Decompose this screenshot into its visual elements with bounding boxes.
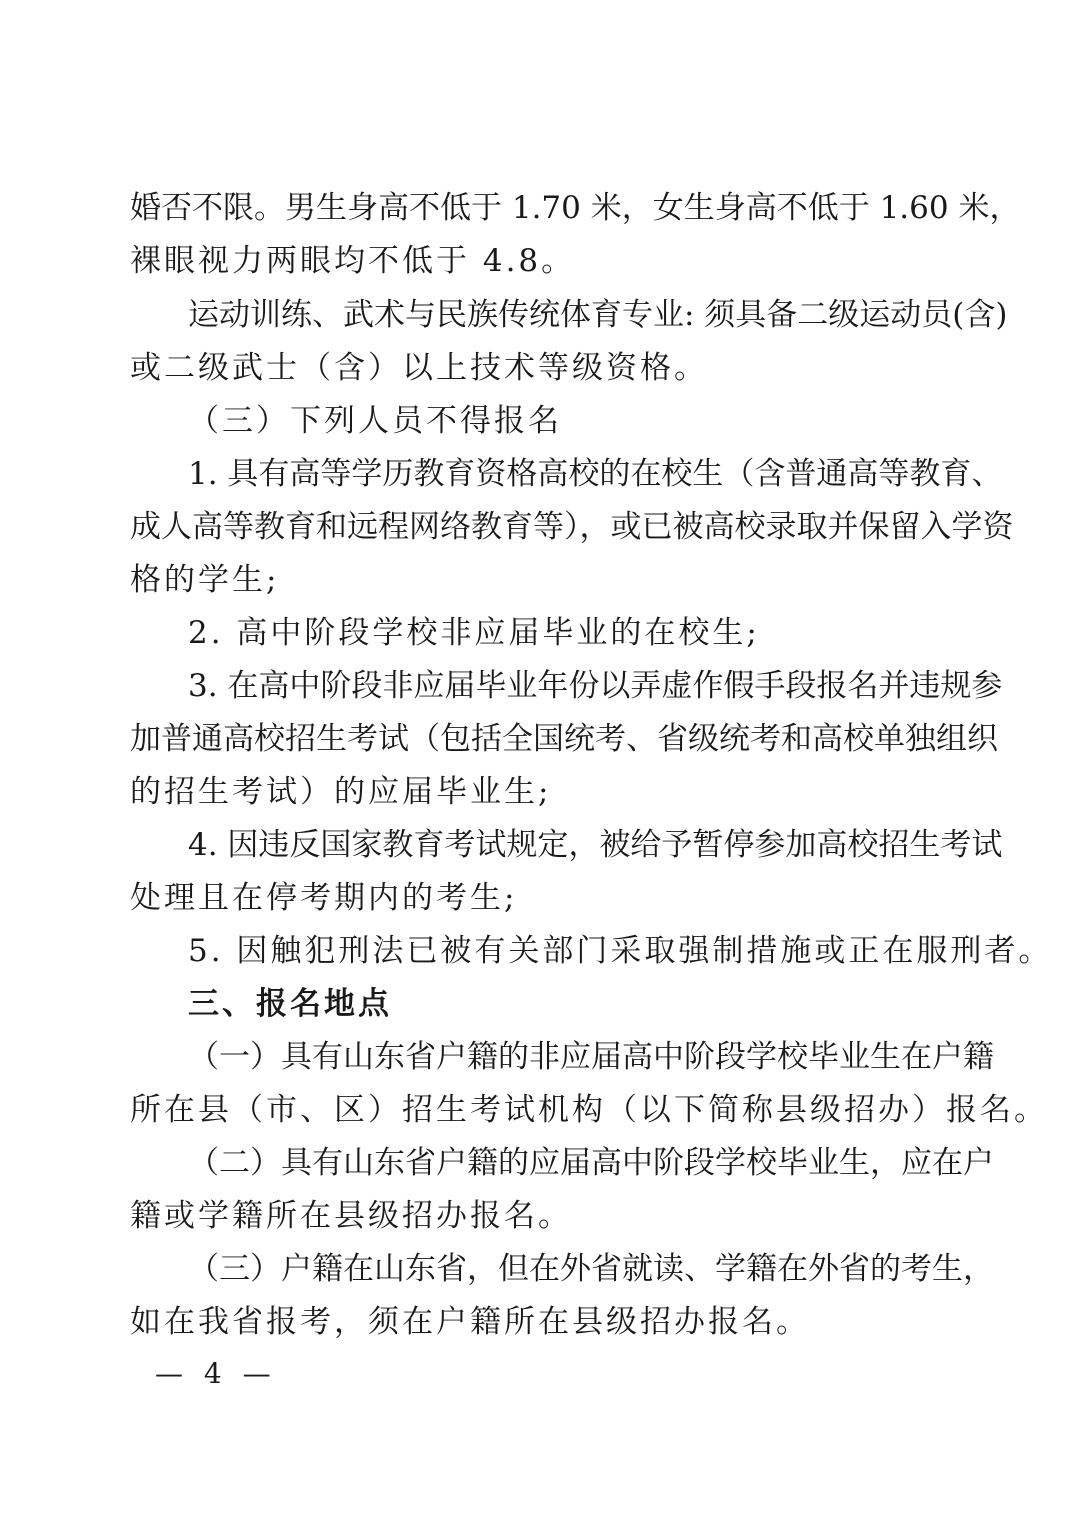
text-line: 5. 因触犯刑法已被有关部门采取强制措施或正在服刑者。 bbox=[188, 933, 1053, 969]
text-line: 加普通高校招生考试（包括全国统考、省级统考和高校单独组织 bbox=[130, 721, 998, 757]
text-line: 运动训练、武术与民族传统体育专业: 须具备二级运动员(含) bbox=[188, 297, 1008, 333]
text-line: （一）具有山东省户籍的非应届高中阶段学校毕业生在户籍 bbox=[188, 1039, 994, 1075]
section-subheading: （三）下列人员不得报名 bbox=[188, 403, 562, 439]
text-line: 裸眼视力两眼均不低于 4.8。 bbox=[130, 243, 576, 279]
text-line: （三）户籍在山东省，但在外省就读、学籍在外省的考生， bbox=[188, 1251, 994, 1287]
text-line: 4. 因违反国家教育考试规定，被给予暂停参加高校招生考试 bbox=[188, 827, 1003, 863]
text-line: 3. 在高中阶段非应届毕业年份以弄虚作假手段报名并违规参 bbox=[188, 668, 1003, 704]
text-line: 成人高等教育和远程网络教育等），或已被高校录取并保留入学资 bbox=[130, 509, 1014, 545]
text-line: 2. 高中阶段学校非应届毕业的在校生; bbox=[188, 615, 760, 651]
text-line: 籍或学籍所在县级招办报名。 bbox=[130, 1198, 572, 1234]
text-line: 如在我省报考，须在户籍所在县级招办报名。 bbox=[130, 1304, 810, 1340]
text-line: 1. 具有高等学历教育资格高校的在校生（含普通高等教育、 bbox=[188, 456, 1003, 492]
text-line: 的招生考试）的应届毕业生; bbox=[130, 774, 552, 810]
text-line: （二）具有山东省户籍的应届高中阶段学校毕业生，应在户 bbox=[188, 1145, 994, 1181]
text-line: 婚否不限。男生身高不低于 1.70 米，女生身高不低于 1.60 米， bbox=[130, 190, 1021, 226]
section-heading: 三、报名地点 bbox=[188, 986, 392, 1022]
page-number: — 4 — bbox=[155, 1357, 277, 1390]
text-line: 处理且在停考期内的考生; bbox=[130, 880, 518, 916]
text-line: 格的学生; bbox=[130, 562, 280, 598]
text-line: 或二级武士（含）以上技术等级资格。 bbox=[130, 350, 708, 386]
text-line: 所在县（市、区）招生考试机构（以下简称县级招办）报名。 bbox=[130, 1092, 1048, 1128]
